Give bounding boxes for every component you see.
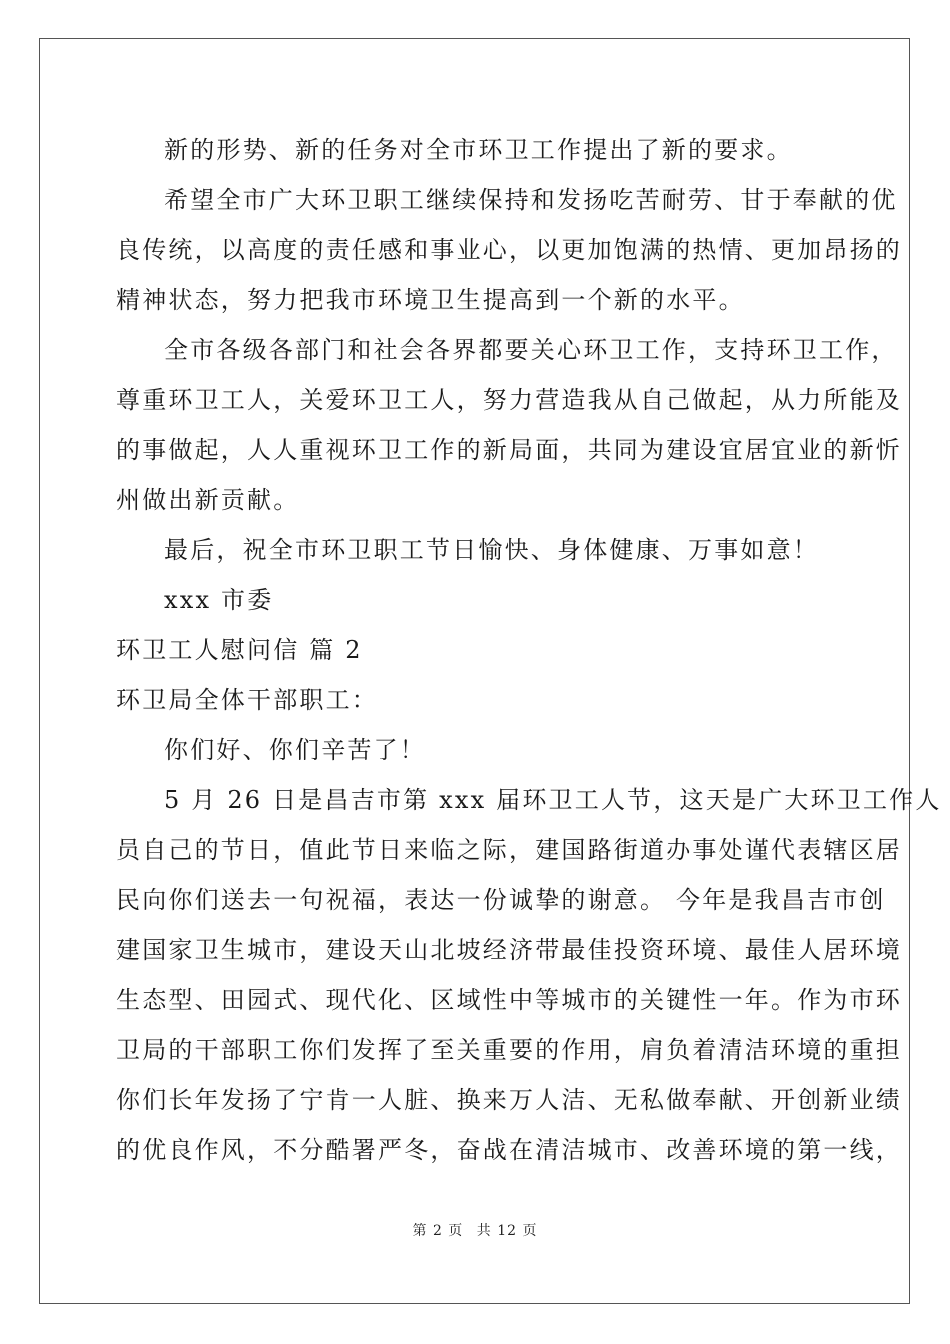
- paragraph-line: 的优良作风，不分酷署严冬，奋战在清洁城市、改善环境的第一线，: [116, 1136, 902, 1164]
- salutation: 环卫局全体干部职工：: [116, 686, 378, 714]
- page-footer: [0, 1220, 950, 1240]
- paragraph-line: 良传统，以高度的责任感和事业心，以更加饱满的热情、更加昂扬的: [116, 236, 902, 264]
- paragraph-line: 希望全市广大环卫职工继续保持和发扬吃苦耐劳、甘于奉献的优: [164, 186, 898, 214]
- greeting-line: 你们好、你们辛苦了！: [164, 736, 426, 764]
- page-total: 共 12 页: [476, 1223, 538, 1239]
- paragraph-line: 建国家卫生城市，建设天山北坡经济带最佳投资环境、最佳人居环境: [116, 936, 902, 964]
- paragraph-line: 的事做起，人人重视环卫工作的新局面，共同为建设宜居宜业的新忻: [116, 436, 902, 464]
- paragraph-line: 州做出新贡献。: [116, 486, 300, 514]
- paragraph-line: 员自己的节日，值此节日来临之际，建国路街道办事处谨代表辖区居: [116, 836, 902, 864]
- paragraph-line: 你们长年发扬了宁肯一人脏、换来万人洁、无私做奉献、开创新业绩: [116, 1086, 902, 1114]
- paragraph-line: 5 月 26 日是昌吉市第 xxx 届环卫工人节，这天是广大环卫工作人: [164, 786, 942, 814]
- paragraph-line: 精神状态，努力把我市环境卫生提高到一个新的水平。: [116, 286, 745, 314]
- section-heading: 环卫工人慰问信 篇 2: [116, 636, 363, 664]
- paragraph-line: 生态型、田园式、现代化、区域性中等城市的关键性一年。作为市环: [116, 986, 902, 1014]
- paragraph-line: 尊重环卫工人，关爱环卫工人，努力营造我从自己做起，从力所能及: [116, 386, 902, 414]
- paragraph-line: 全市各级各部门和社会各界都要关心环卫工作，支持环卫工作，: [164, 336, 898, 364]
- paragraph-line: 民向你们送去一句祝福，表达一份诚挚的谢意。 今年是我昌吉市创: [116, 886, 886, 914]
- paragraph-line: 卫局的干部职工你们发挥了至关重要的作用，肩负着清洁环境的重担: [116, 1036, 902, 1064]
- signature-line: xxx 市委: [164, 586, 274, 614]
- paragraph-line: 新的形势、新的任务对全市环卫工作提出了新的要求。: [164, 136, 793, 164]
- paragraph-line: 最后，祝全市环卫职工节日愉快、身体健康、万事如意！: [164, 536, 819, 564]
- page-number: 第 2 页: [412, 1223, 464, 1239]
